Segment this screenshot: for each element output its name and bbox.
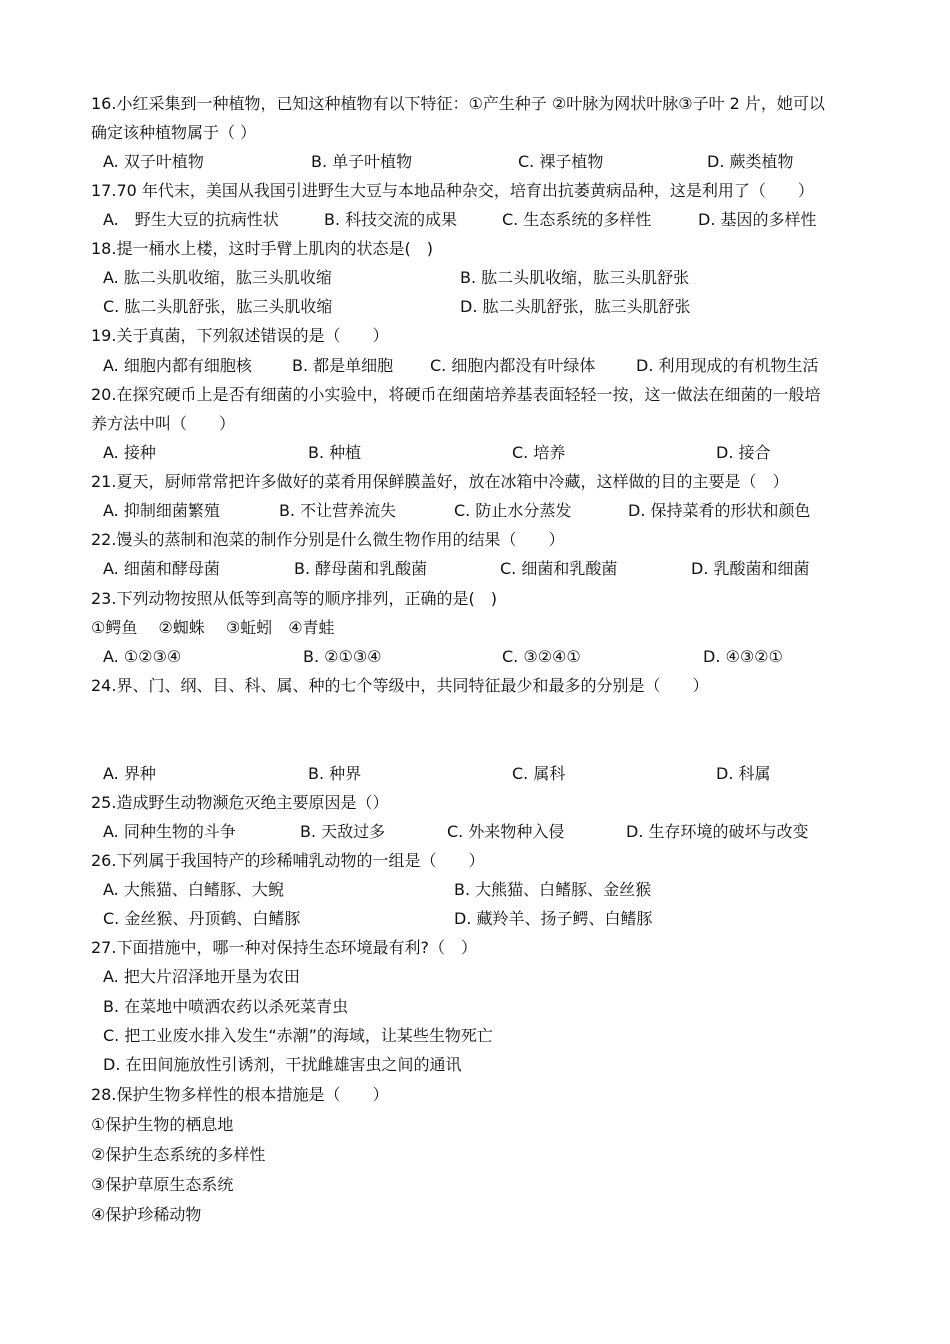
question-21-option-b: B. 不让营养流失	[279, 501, 397, 520]
question-20-text-line-1: 20.在探究硬币上是否有细菌的小实验中，将硬币在细菌培养基表面轻轻一按，这一做法在细菌的一般培	[91, 385, 821, 404]
question-19-text: 19.关于真菌，下列叙述错误的是（ ）	[91, 326, 389, 345]
question-16-text-line-2: 确定该种植物属于（ ）	[91, 123, 257, 142]
question-16-option-c: C. 裸子植物	[518, 152, 604, 171]
question-23-option-b: B. ②①③④	[303, 647, 382, 666]
question-21-text: 21.夏天，厨师常常把许多做好的菜肴用保鲜膜盖好，放在冰箱中冷藏，这样做的目的主要是（ ）	[91, 472, 789, 491]
question-26-option-c: C. 金丝猴、丹顶鹤、白鳍豚	[103, 909, 301, 928]
question-19-option-d: D. 利用现成的有机物生活	[636, 356, 819, 375]
question-26-option-a: A. 大熊猫、白鳍豚、大鲵	[103, 880, 284, 899]
question-18-text: 18.提一桶水上楼，这时手臂上肌肉的状态是( )	[91, 239, 433, 258]
question-27-option-a: A. 把大片沼泽地开垦为农田	[103, 967, 300, 986]
question-21-option-c: C. 防止水分蒸发	[454, 501, 572, 520]
question-24-text: 24.界、门、纲、目、科、属、种的七个等级中，共同特征最少和最多的分别是（ ）	[91, 676, 709, 695]
question-20-option-b: B. 种植	[308, 443, 362, 462]
question-17-option-d: D. 基因的多样性	[698, 210, 817, 229]
question-16-option-b: B. 单子叶植物	[311, 152, 413, 171]
question-22-option-a: A. 细菌和酵母菌	[103, 559, 220, 578]
question-28-item-3: ③保护草原生态系统	[91, 1175, 234, 1194]
question-22-option-d: D. 乳酸菌和细菌	[691, 559, 810, 578]
question-20-option-a: A. 接种	[103, 443, 156, 462]
question-16-option-a: A. 双子叶植物	[103, 152, 204, 171]
question-17-option-c: C. 生态系统的多样性	[502, 210, 652, 229]
question-21-option-d: D. 保持菜肴的形状和颜色	[628, 501, 811, 520]
question-20-option-c: C. 培养	[512, 443, 566, 462]
question-22-option-c: C. 细菌和乳酸菌	[500, 559, 618, 578]
question-21-option-a: A. 抑制细菌繁殖	[103, 501, 220, 520]
question-28-item-1: ①保护生物的栖息地	[91, 1115, 234, 1134]
question-19-option-c: C. 细胞内都没有叶绿体	[430, 356, 596, 375]
question-22-option-b: B. 酵母菌和乳酸菌	[294, 559, 428, 578]
question-23-option-d: D. ④③②①	[703, 647, 783, 666]
question-25-option-d: D. 生存环境的破坏与改变	[626, 822, 809, 841]
question-23-animal-list: ①鳄鱼 ②蜘蛛 ③蚯蚓 ④青蛙	[91, 618, 335, 637]
question-20-option-d: D. 接合	[716, 443, 771, 462]
question-27-option-c: C. 把工业废水排入发生“赤潮”的海域，让某些生物死亡	[103, 1026, 493, 1045]
question-19-option-a: A. 细胞内都有细胞核	[103, 356, 252, 375]
question-22-text: 22.馒头的蒸制和泡菜的制作分别是什么微生物作用的结果（ ）	[91, 530, 565, 549]
question-20-text-line-2: 养方法中叫（ ）	[91, 414, 236, 433]
question-23-option-a: A. ①②③④	[103, 647, 182, 666]
question-23-text: 23.下列动物按照从低等到高等的顺序排列，正确的是( )	[91, 589, 497, 608]
question-16-option-d: D. 蕨类植物	[707, 152, 794, 171]
question-23-option-c: C. ③②④①	[502, 647, 581, 666]
question-16-text-line-1: 16.小红采集到一种植物，已知这种植物有以下特征：①产生种子 ②叶脉为网状叶脉③子叶 2 片，她可以	[91, 94, 825, 113]
question-18-option-a: A. 肱二头肌收缩，肱三头肌收缩	[103, 268, 332, 287]
question-27-option-d: D. 在田间施放性引诱剂，干扰雌雄害虫之间的通讯	[103, 1055, 462, 1074]
question-24-option-a: A. 界种	[103, 764, 156, 783]
question-26-text: 26.下列属于我国特产的珍稀哺乳动物的一组是（ ）	[91, 851, 485, 870]
question-25-text: 25.造成野生动物濒危灭绝主要原因是（）	[91, 793, 389, 812]
question-26-option-d: D. 藏羚羊、扬子鳄、白鳍豚	[454, 909, 653, 928]
question-24-option-b: B. 种界	[308, 764, 362, 783]
question-19-option-b: B. 都是单细胞	[292, 356, 394, 375]
question-25-option-c: C. 外来物种入侵	[447, 822, 565, 841]
question-25-option-b: B. 天敌过多	[300, 822, 386, 841]
question-25-option-a: A. 同种生物的斗争	[103, 822, 236, 841]
question-26-option-b: B. 大熊猫、白鳍豚、金丝猴	[454, 880, 652, 899]
question-17-option-a: A. 野生大豆的抗病性状	[103, 210, 279, 229]
question-27-option-b: B. 在菜地中喷洒农药以杀死菜青虫	[103, 997, 349, 1016]
question-28-item-4: ④保护珍稀动物	[91, 1205, 202, 1224]
question-17-text: 17.70 年代末，美国从我国引进野生大豆与本地品种杂交，培育出抗萎黄病品种，这是利用了（ ）	[91, 181, 814, 200]
question-18-option-b: B. 肱二头肌收缩，肱三头肌舒张	[460, 268, 690, 287]
question-18-option-c: C. 肱二头肌舒张，肱三头肌收缩	[103, 297, 333, 316]
question-18-option-d: D. 肱二头肌舒张，肱三头肌舒张	[460, 297, 691, 316]
question-24-option-d: D. 科属	[716, 764, 771, 783]
question-28-text: 28.保护生物多样性的根本措施是（ ）	[91, 1085, 389, 1104]
question-28-item-2: ②保护生态系统的多样性	[91, 1145, 266, 1164]
question-17-option-b: B. 科技交流的成果	[324, 210, 458, 229]
question-27-text: 27.下面措施中，哪一种对保持生态环境最有利?（ ）	[91, 938, 477, 957]
question-24-option-c: C. 属科	[512, 764, 566, 783]
